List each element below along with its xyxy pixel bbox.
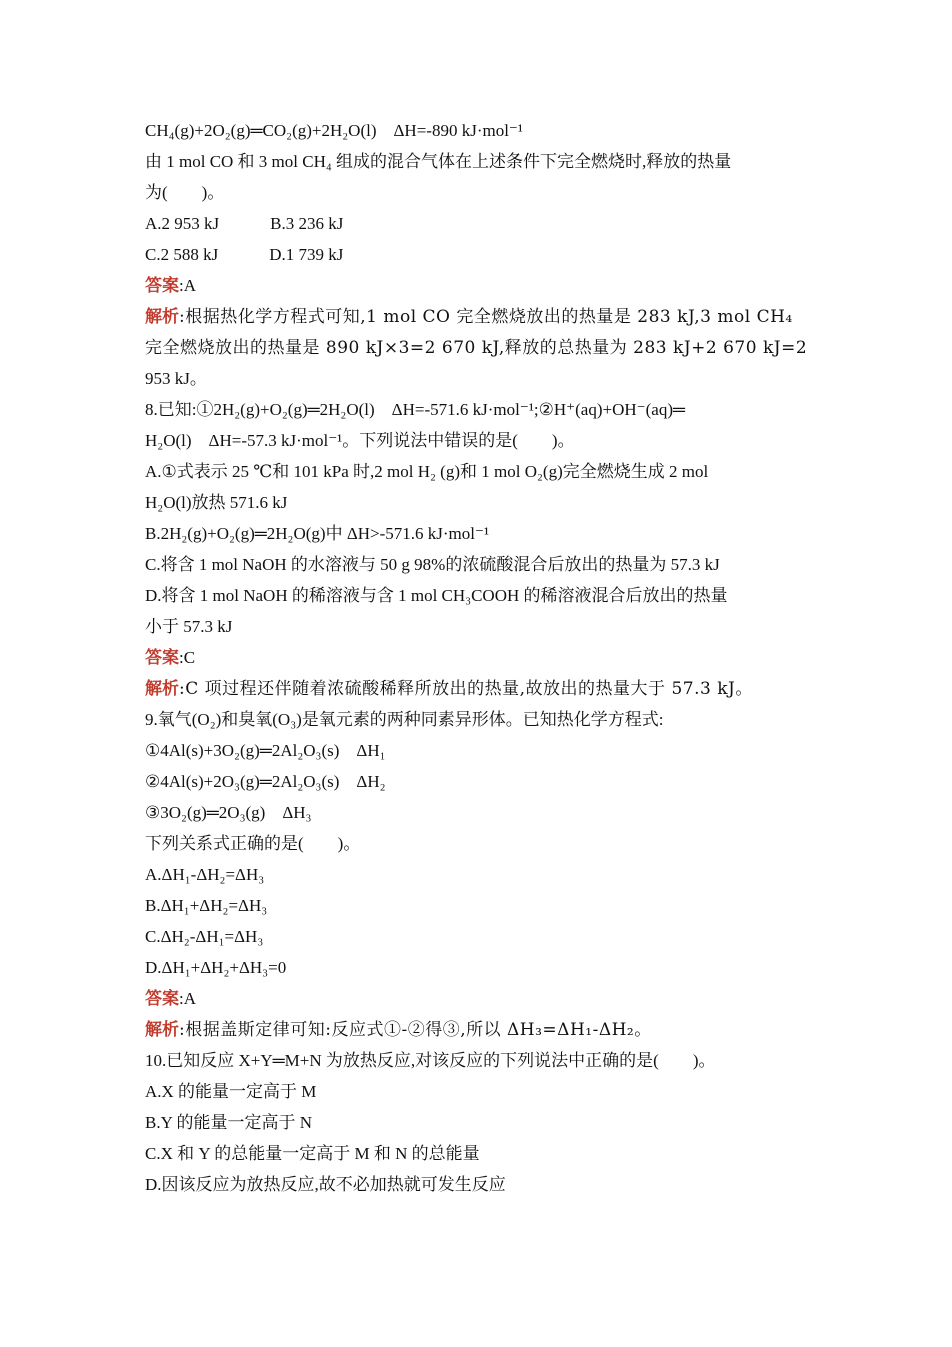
line-text: B.Y 的能量一定高于 N bbox=[145, 1113, 313, 1132]
text-line bbox=[145, 1048, 716, 1074]
text-line bbox=[145, 118, 523, 144]
line-text: 小于 57.3 kJ bbox=[145, 617, 233, 636]
answer-line bbox=[145, 645, 195, 671]
line-text: D.ΔH₁+ΔH₂+ΔH₃=0 bbox=[145, 958, 287, 977]
line-text: 为( )。 bbox=[145, 183, 225, 202]
text-line bbox=[145, 769, 386, 795]
text-line bbox=[145, 893, 267, 919]
line-text: CH₄(g)+2O₂(g)═CO₂(g)+2H₂O(l) ΔH=-890 kJ·mol⁻¹ bbox=[145, 121, 524, 140]
answer-label: 答案 bbox=[145, 989, 179, 1008]
text-line bbox=[145, 1172, 506, 1198]
line-text: D.将含 1 mol NaOH 的稀溶液与含 1 mol CH₃COOH 的稀溶液混合后放出的热量 bbox=[145, 586, 728, 605]
answer-label: 答案 bbox=[145, 648, 179, 667]
line-text: 953 kJ。 bbox=[145, 369, 207, 388]
text-line bbox=[145, 738, 386, 764]
analysis-line bbox=[145, 304, 793, 330]
line-text: :C 项过程还伴随着浓硫酸稀释所放出的热量,故放出的热量大于 57.3 kJ。 bbox=[179, 679, 753, 699]
line-text: :A bbox=[179, 276, 196, 295]
line-text: C.X 和 Y 的总能量一定高于 M 和 N 的总能量 bbox=[145, 1144, 480, 1163]
line-text: :根据热化学方程式可知,1 mol CO 完全燃烧放出的热量是 283 kJ,3 mol CH₄ bbox=[179, 307, 793, 327]
text-line bbox=[145, 521, 489, 547]
line-text: :根据盖斯定律可知:反应式①-②得③,所以 ΔH₃=ΔH₁-ΔH₂。 bbox=[179, 1020, 652, 1040]
line-text: :A bbox=[179, 989, 196, 1008]
text-line bbox=[145, 211, 343, 237]
answer-label: 答案 bbox=[145, 276, 179, 295]
text-line bbox=[145, 800, 311, 826]
text-line bbox=[145, 552, 720, 578]
line-text: C.2 588 kJ D.1 739 kJ bbox=[145, 245, 344, 264]
text-line bbox=[145, 428, 575, 454]
text-line bbox=[145, 459, 708, 485]
analysis-line bbox=[145, 1017, 652, 1043]
line-text: H₂O(l)放热 571.6 kJ bbox=[145, 493, 288, 512]
line-text: 完全燃烧放出的热量是 890 kJ×3=2 670 kJ,释放的总热量为 283 kJ+2 670 kJ=2 bbox=[145, 338, 808, 358]
text-line bbox=[145, 335, 807, 361]
line-text: 下列关系式正确的是( )。 bbox=[145, 834, 361, 853]
line-text: A.①式表示 25 ℃和 101 kPa 时,2 mol H₂ (g)和 1 mol O₂(g)完全燃烧生成 2 mol bbox=[145, 462, 709, 481]
line-text: B.ΔH₁+ΔH₂=ΔH₃ bbox=[145, 896, 268, 915]
line-text: ①4Al(s)+3O₂(g)═2Al₂O₃(s) ΔH₁ bbox=[145, 741, 386, 760]
line-text: ②4Al(s)+2O₃(g)═2Al₂O₃(s) ΔH₂ bbox=[145, 772, 386, 791]
analysis-line bbox=[145, 676, 753, 702]
line-text: C.ΔH₂-ΔH₁=ΔH₃ bbox=[145, 927, 264, 946]
line-text: H₂O(l) ΔH=-57.3 kJ·mol⁻¹。下列说法中错误的是( )。 bbox=[145, 431, 575, 450]
line-text: :C bbox=[179, 648, 196, 667]
answer-line bbox=[145, 986, 196, 1012]
text-line bbox=[145, 366, 207, 392]
line-text: 10.已知反应 X+Y═M+N 为放热反应,对该反应的下列说法中正确的是( )。 bbox=[145, 1051, 716, 1070]
analysis-label: 解析 bbox=[145, 307, 179, 326]
line-text: 9.氧气(O₂)和臭氧(O₃)是氧元素的两种同素异形体。已知热化学方程式: bbox=[145, 710, 664, 729]
line-text: D.因该反应为放热反应,故不必加热就可发生反应 bbox=[145, 1175, 506, 1194]
text-line bbox=[145, 397, 685, 423]
text-line bbox=[145, 862, 264, 888]
text-line bbox=[145, 1079, 316, 1105]
text-line bbox=[145, 707, 664, 733]
text-line bbox=[145, 490, 287, 516]
analysis-label: 解析 bbox=[145, 679, 179, 698]
analysis-label: 解析 bbox=[145, 1020, 179, 1039]
text-line bbox=[145, 1141, 480, 1167]
text-line bbox=[145, 924, 263, 950]
text-line bbox=[145, 614, 232, 640]
line-text: B.2H₂(g)+O₂(g)═2H₂O(g)中 ΔH>-571.6 kJ·mol⁻¹ bbox=[145, 524, 490, 543]
line-text: ③3O₂(g)═2O₃(g) ΔH₃ bbox=[145, 803, 312, 822]
line-text: A.ΔH₁-ΔH₂=ΔH₃ bbox=[145, 865, 265, 884]
text-line bbox=[145, 180, 224, 206]
text-line bbox=[145, 831, 360, 857]
text-line bbox=[145, 242, 343, 268]
text-line bbox=[145, 583, 728, 609]
answer-line bbox=[145, 273, 196, 299]
line-text: A.2 953 kJ B.3 236 kJ bbox=[145, 214, 344, 233]
text-line bbox=[145, 955, 286, 981]
line-text: C.将含 1 mol NaOH 的水溶液与 50 g 98%的浓硫酸混合后放出的热量为 57.3 kJ bbox=[145, 555, 720, 574]
line-text: 8.已知:①2H₂(g)+O₂(g)═2H₂O(l) ΔH=-571.6 kJ·mol⁻¹;②H⁺(aq)+OH⁻(aq)═ bbox=[145, 400, 686, 419]
text-line bbox=[145, 149, 731, 175]
text-line bbox=[145, 1110, 312, 1136]
line-text: 由 1 mol CO 和 3 mol CH₄ 组成的混合气体在上述条件下完全燃烧时,释放的热量 bbox=[145, 152, 732, 171]
line-text: A.X 的能量一定高于 M bbox=[145, 1082, 317, 1101]
